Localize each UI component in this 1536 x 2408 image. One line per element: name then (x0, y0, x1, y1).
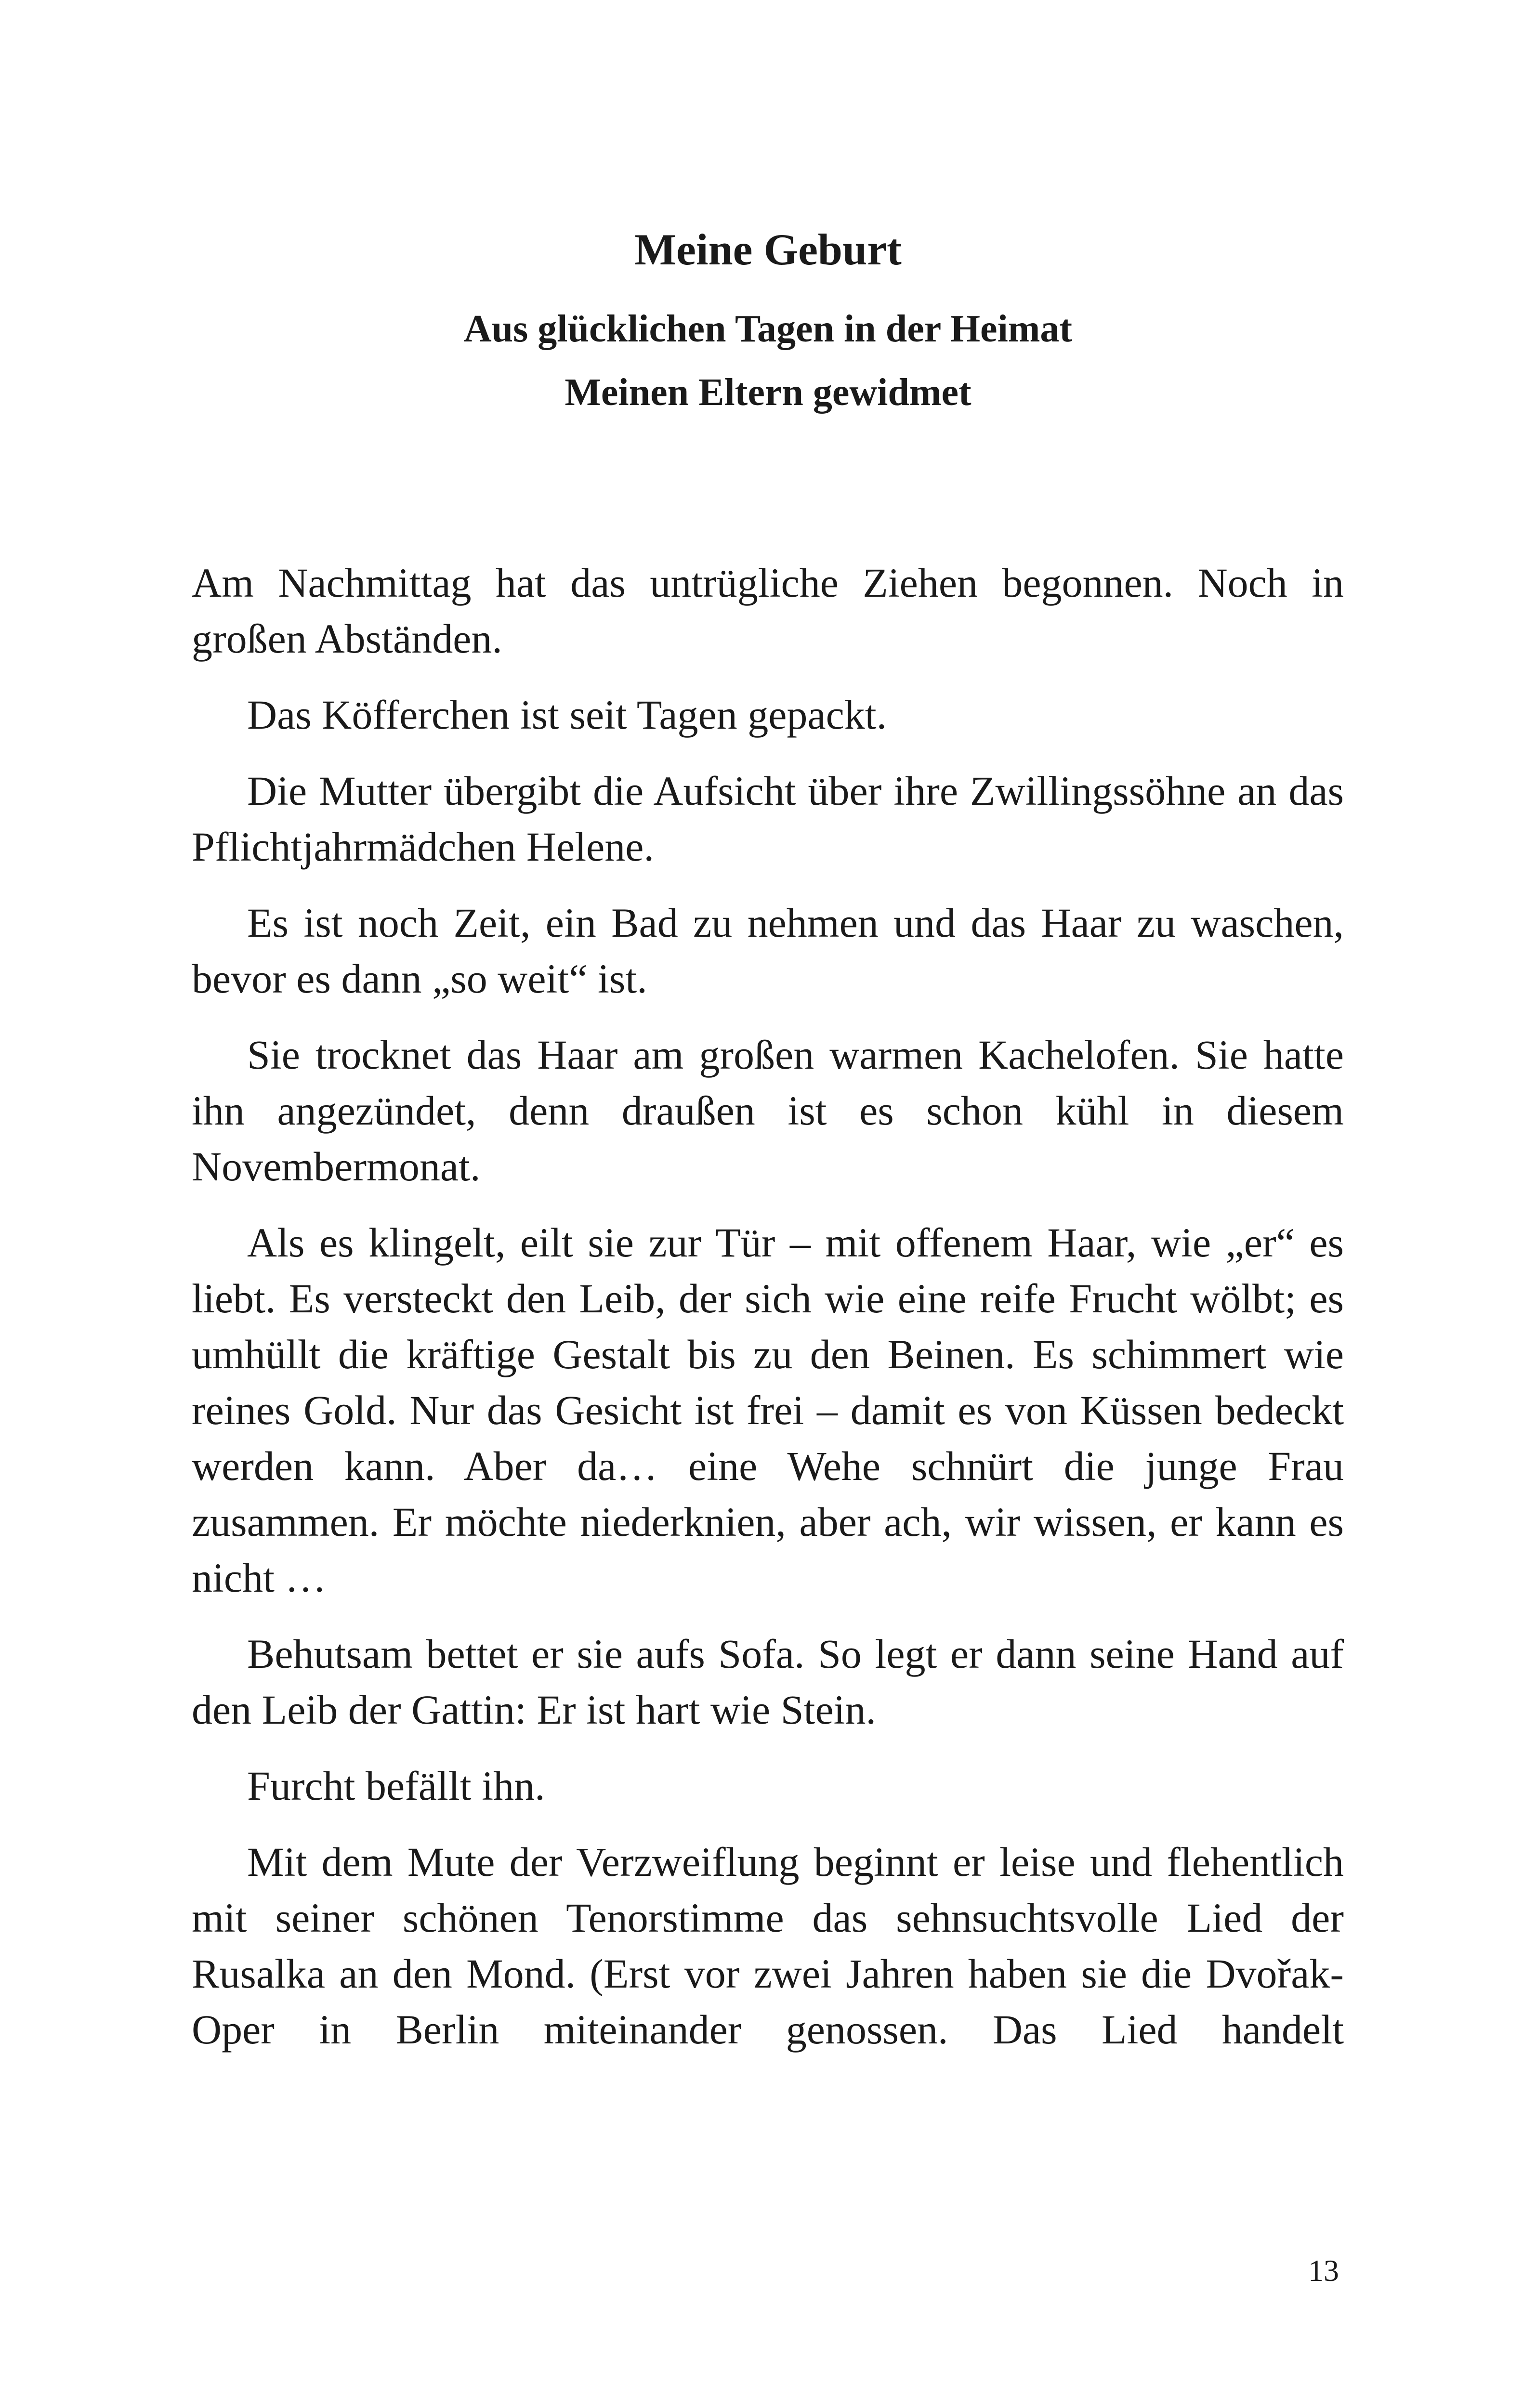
paragraph: Furcht befällt ihn. (247, 1763, 545, 1809)
paragraph: Mit dem Mute der Verzweiflung beginnt er leise und flehentlich mit seiner schönen Tenorstimme das sehnsuchtsvolle Lied der Rusalka an den Mond. (Erst vor zwei Jahren haben sie die Dvořak-Oper in Berlin miteinander genossen. Das Lied handelt (192, 1839, 1344, 2053)
chapter-dedication: Meinen Eltern gewidmet (565, 371, 971, 414)
paragraph: Behutsam bettet er sie aufs Sofa. So legt er dann seine Hand auf den Leib der Gattin: Er ist hart wie Stein. (192, 1631, 1344, 1733)
chapter-subtitle: Aus glücklichen Tagen in der Heimat (463, 308, 1073, 350)
paragraph: Am Nachmittag hat das untrügliche Ziehen begonnen. Noch in großen Abständen. (192, 560, 1344, 662)
paragraph: Die Mutter übergibt die Aufsicht über ihre Zwillingssöhne an das Pflichtjahrmädchen Helene. (192, 768, 1344, 870)
page-number: 13 (1308, 2253, 1339, 2288)
chapter-title: Meine Geburt (634, 225, 902, 274)
body-text (192, 555, 1344, 2078)
paragraph: Sie trocknet das Haar am großen warmen Kachelofen. Sie hatte ihn angezündet, denn draußen ist es schon kühl in diesem Novembermonat. (192, 1032, 1344, 1190)
paragraph: Das Köfferchen ist seit Tagen gepackt. (247, 692, 887, 738)
paragraph: Es ist noch Zeit, ein Bad zu nehmen und das Haar zu waschen, bevor es dann „so weit“ ist. (192, 900, 1344, 1002)
paragraph: Als es klingelt, eilt sie zur Tür – mit offenem Haar, wie „er“ es liebt. Es versteckt den Leib, der sich wie eine reife Frucht wölbt; es umhüllt die kräftige Gestalt bis zu den Beinen. Es schimmert wie reines Gold. Nur das Gesicht ist frei – damit es von Küssen bedeckt werden kann. Aber da… eine Wehe schnürt die junge Frau zusammen. Er möchte niederknien, aber ach, wir wissen, er kann es nicht … (192, 1219, 1344, 1601)
